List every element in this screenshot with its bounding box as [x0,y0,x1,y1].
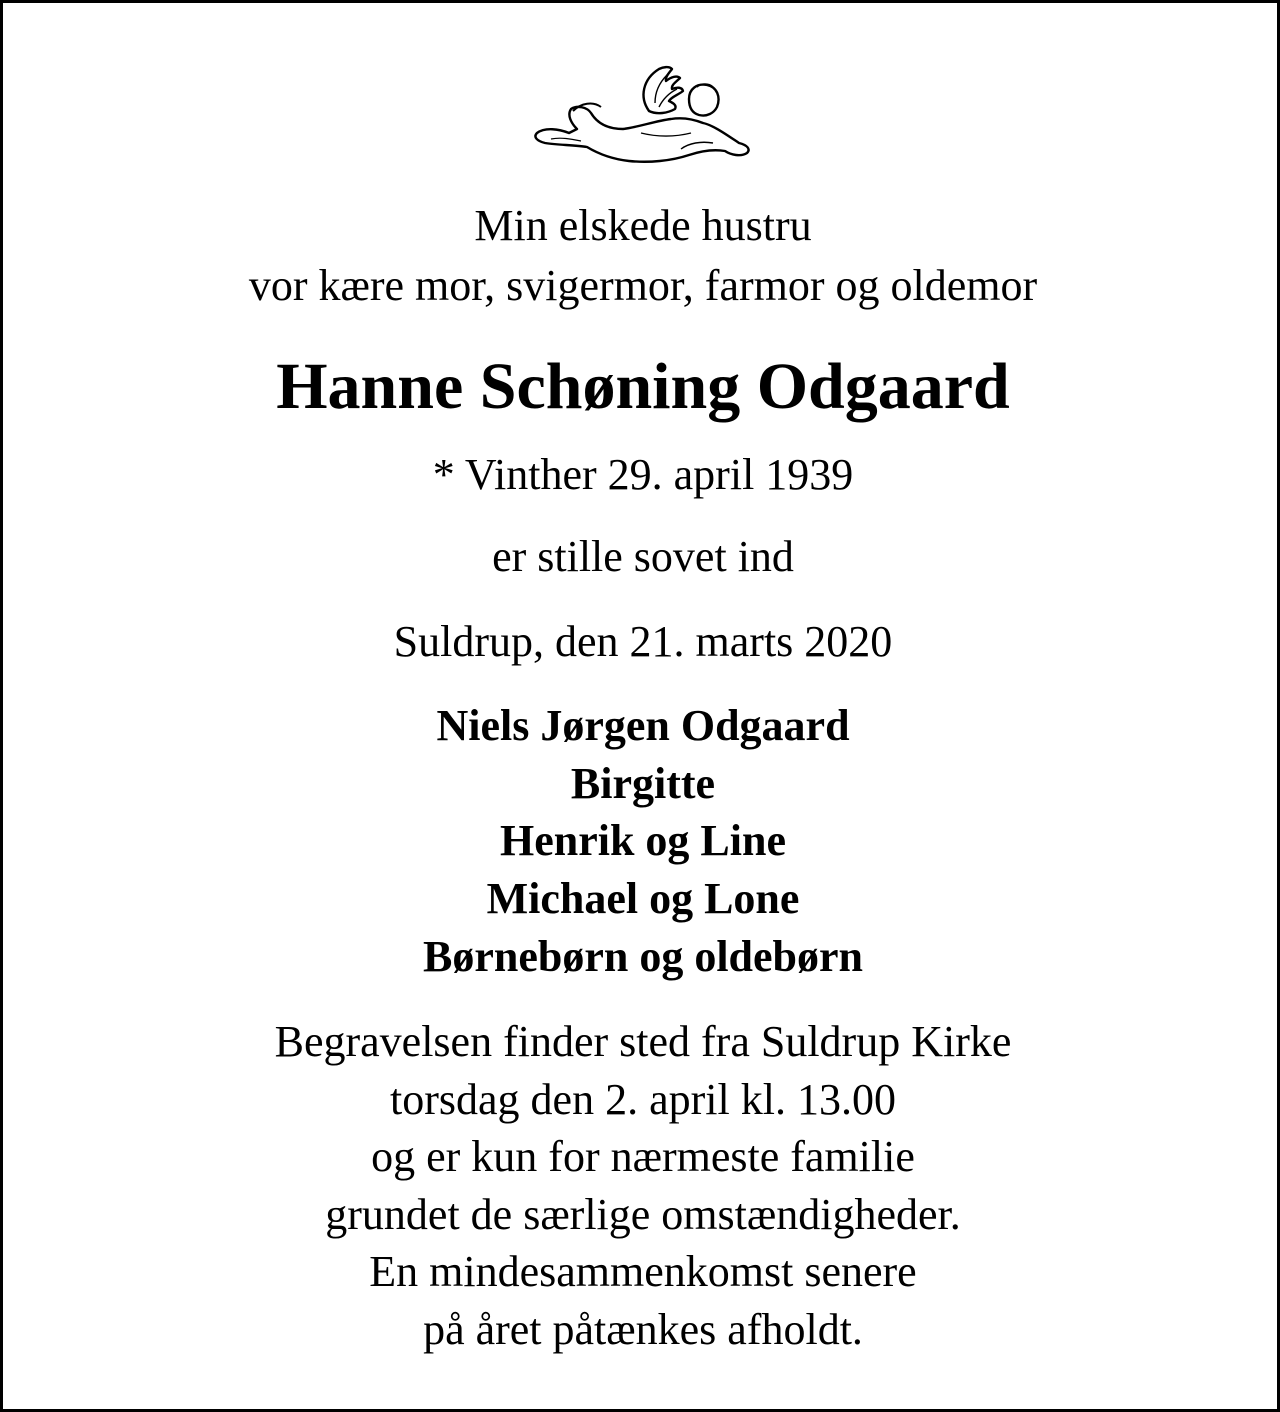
passing-text: er stille sovet ind [492,532,794,581]
family-member: Niels Jørgen Odgaard [436,701,850,750]
family-member: Henrik og Line [499,816,787,865]
family-member: Michael og Lone [486,874,800,923]
funeral-info-line: grundet de særlige omstændigheder. [325,1190,961,1239]
deceased-name: Hanne Schøning Odgaard [276,350,1010,423]
funeral-info-line: torsdag den 2. april kl. 13.00 [390,1075,896,1124]
funeral-info-line: og er kun for nærmeste familie [371,1132,915,1181]
dedication-line-2: vor kære mor, svigermor, farmor og oldemor [248,261,1038,310]
dedication-line-1: Min elskede hustru [474,201,812,250]
place-date: Suldrup, den 21. marts 2020 [393,617,893,666]
flying-cherub-icon [531,63,753,167]
birth-info: * Vinther 29. april 1939 [432,450,854,499]
family-member: Birgitte [570,759,716,808]
funeral-info-line: Begravelsen finder sted fra Suldrup Kirke [274,1017,1012,1066]
funeral-info-line: på året påtænkes afholdt. [423,1305,863,1354]
family-member: Børnebørn og oldebørn [422,932,864,981]
funeral-info-line: En mindesammenkomst senere [369,1247,917,1296]
